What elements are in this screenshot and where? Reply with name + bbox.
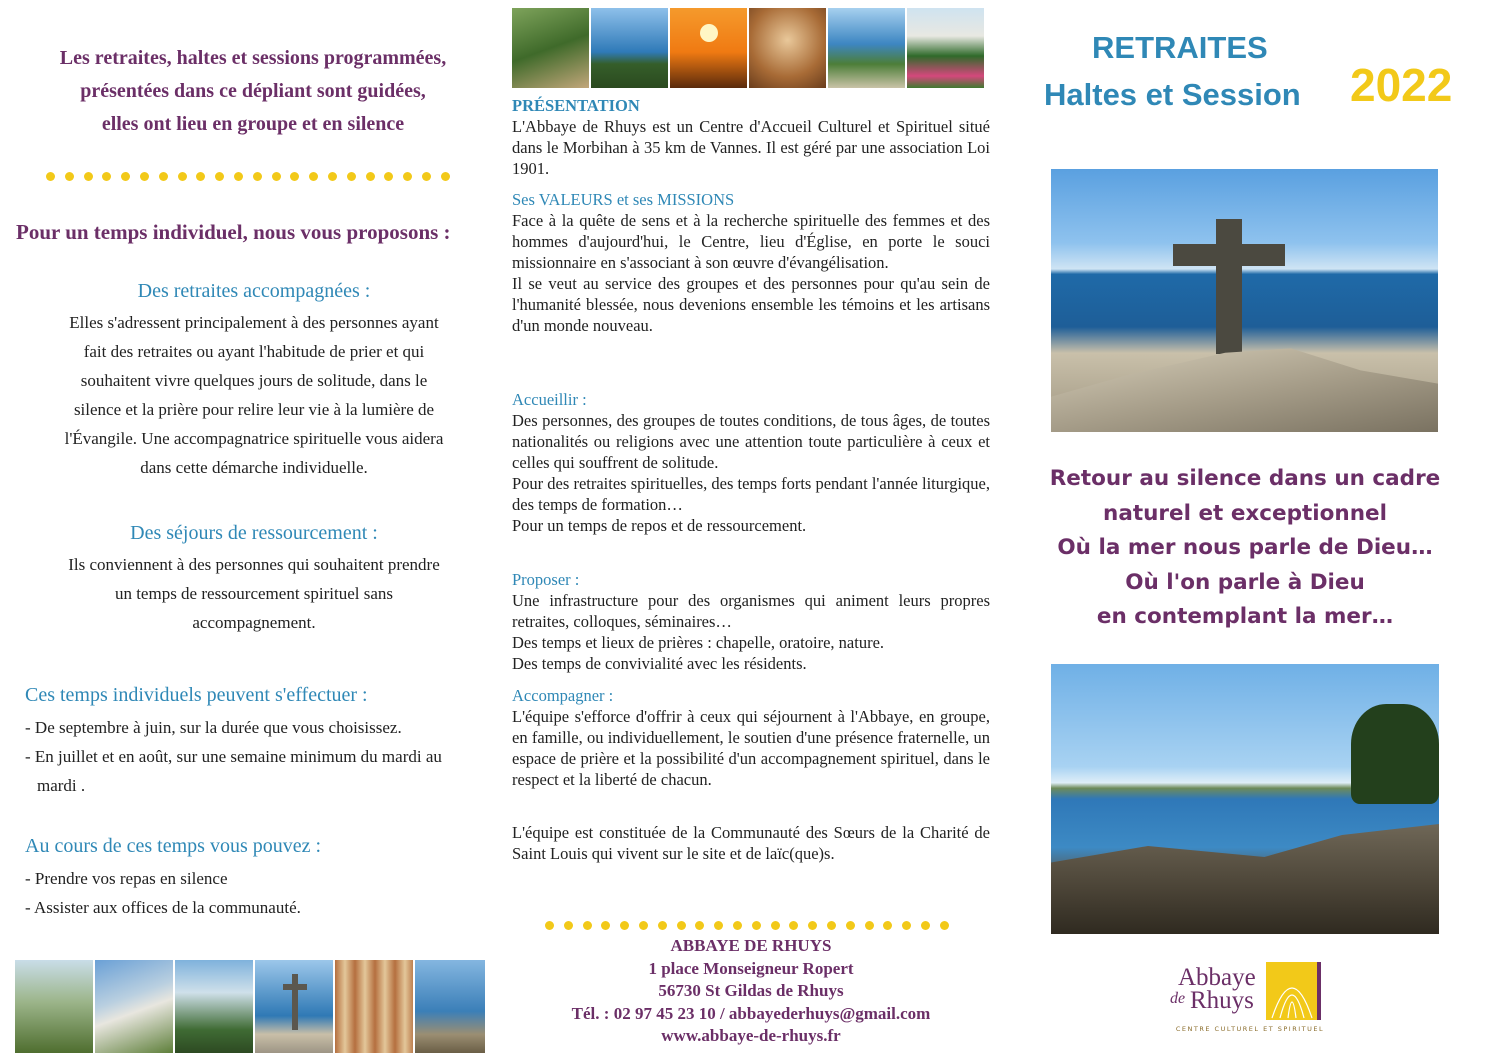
- tree-canopy: [1351, 704, 1439, 804]
- individual-heading: Pour un temps individuel, nous vous proposons :: [16, 220, 451, 244]
- equipe-text: L'équipe est constituée de la Communauté des Sœurs de la Charité de Saint Louis qui vivent sur le site et de laïc(que)s.: [512, 823, 990, 863]
- values-text: Face à la quête de sens et à la recherche spirituelle des femmes et des hommes d'aujourd'hui, le Centre, lieu d'Église, en porte le souci missionnaire en s'associant à son œuvre d'évangélisation.: [512, 211, 990, 272]
- quote-line: Retour au silence dans un cadre: [1049, 466, 1441, 491]
- city-address: 56730 St Gildas de Rhuys: [658, 981, 844, 1000]
- logo-square: [1266, 962, 1318, 1020]
- cross-photo-large: [1051, 169, 1438, 432]
- coast-photo-large: [1051, 664, 1439, 934]
- presentation-title: PRÉSENTATION: [512, 96, 640, 115]
- garden-photo: [15, 960, 93, 1053]
- text-line: dans cette démarche individuelle.: [140, 458, 368, 477]
- title-retraites: RETRAITES: [1092, 30, 1268, 65]
- when-list: [25, 713, 475, 800]
- values-section: [512, 189, 990, 336]
- logo-word-de: de: [1170, 990, 1186, 1007]
- intro-text: [14, 42, 492, 141]
- coast-path-photo: [828, 8, 905, 88]
- dot-separator-middle: [545, 921, 959, 930]
- accompanied-title: Des retraites accompagnées :: [137, 280, 371, 302]
- quote-line: Où l'on parle à Dieu: [1125, 569, 1365, 595]
- during-list: [25, 864, 475, 922]
- values-title: Ses VALEURS et ses MISSIONS: [512, 190, 735, 209]
- text-line: silence et la prière pour relire leur vie à la lumière de: [73, 400, 435, 419]
- photo-strip-top: [512, 8, 990, 88]
- website-link[interactable]: www.abbaye-de-rhuys.fr: [661, 1026, 841, 1045]
- dot-separator-left: [46, 172, 460, 181]
- photo-strip-bottom-left: [15, 960, 493, 1053]
- list-item: - En juillet et en août, sur une semaine minimum du mardi au mardi .: [25, 747, 442, 795]
- intro-line: Les retraites, haltes et sessions programmées,: [59, 47, 447, 69]
- vault-photo: [749, 8, 826, 88]
- quote-line: Où la mer nous parle de Dieu…: [1057, 535, 1433, 560]
- sea-photo: [591, 8, 668, 88]
- text-line: Elles s'adressent principalement à des personnes ayant: [69, 313, 439, 332]
- cross-photo: [255, 960, 333, 1053]
- year-label: 2022: [1350, 59, 1453, 111]
- cloister-photo: [335, 960, 413, 1053]
- text-line: accompagnement.: [192, 613, 316, 632]
- abbey-logo: [1170, 960, 1330, 1035]
- list-item: - De septembre à juin, sur la durée que vous choisissez.: [25, 718, 402, 737]
- address-block: [512, 935, 990, 1048]
- list-item: - Prendre vos repas en silence: [25, 869, 228, 888]
- rocky-shore: [1051, 824, 1439, 934]
- proposer-text: Des temps et lieux de prières : chapelle, oratoire, nature.: [512, 633, 885, 652]
- text-line: fait des retraites ou ayant l'habitude de prier et qui: [83, 342, 425, 361]
- cross-shaft: [1216, 219, 1242, 354]
- proposer-title: Proposer :: [512, 570, 580, 589]
- house-flowers-photo: [907, 8, 984, 88]
- contact-info[interactable]: Tél. : 02 97 45 23 10 / abbayederhuys@gmail.com: [571, 1003, 931, 1023]
- ressourcement-title: Des séjours de ressourcement :: [130, 522, 378, 544]
- title-haltes-session: Haltes et Session: [1044, 77, 1301, 112]
- logo-word-abbaye: Abbaye: [1178, 964, 1256, 991]
- text-line: Ils conviennent à des personnes qui souhaitent prendre: [68, 555, 440, 574]
- logo-word-rhuys: Rhuys: [1190, 987, 1254, 1014]
- ressourcement-text: [8, 550, 500, 637]
- list-item: - Assister aux offices de la communauté.: [25, 898, 301, 917]
- accompagner-text: L'équipe s'efforce d'offrir à ceux qui séjournent à l'Abbaye, en groupe, en famille, ou individuellement, le soutien d'une présence fraternelle, un espace de prière et la possibilité d'un accompagnement spirituel, dans le respect et la liberté de chacun.: [512, 707, 990, 789]
- proposer-section: [512, 569, 990, 674]
- lighthouse-photo: [175, 960, 253, 1053]
- intro-line: elles ont lieu en groupe et en silence: [101, 113, 405, 135]
- when-title: Ces temps individuels peuvent s'effectuer :: [25, 684, 368, 706]
- proposer-text: Des temps de convivialité avec les résidents.: [512, 654, 807, 673]
- garden-photo: [512, 8, 589, 88]
- accueillir-text: Pour des retraites spirituelles, des temps forts pendant l'année liturgique, des temps de formation…: [512, 474, 990, 514]
- quote-line: en contemplant la mer…: [1096, 604, 1394, 629]
- during-title: Au cours de ces temps vous pouvez :: [25, 835, 322, 857]
- quote-line: naturel et exceptionnel: [1103, 500, 1387, 526]
- accueillir-title: Accueillir :: [512, 390, 587, 409]
- sunset-photo: [670, 8, 747, 88]
- rock-outcrop: [1051, 344, 1438, 432]
- proposer-text: Une infrastructure pour des organismes qui animent leurs propres retraites, colloques, séminaires…: [512, 591, 990, 631]
- accueillir-section: [512, 389, 990, 536]
- text-line: souhaitent vivre quelques jours de solitude, dans le: [80, 371, 428, 390]
- abbey-name: ABBAYE DE RHUYS: [670, 936, 832, 955]
- intro-line: présentées dans ce dépliant sont guidées,: [80, 80, 426, 102]
- coast-photo: [415, 960, 485, 1053]
- logo-arch-icon: [1266, 962, 1318, 1020]
- accueillir-text: Pour un temps de repos et de ressourcement.: [512, 516, 807, 535]
- street-address: 1 place Monseigneur Ropert: [648, 958, 854, 978]
- text-line: un temps de ressourcement spirituel sans: [114, 584, 394, 603]
- cross-arm: [1173, 244, 1285, 266]
- presentation-section: [512, 95, 990, 179]
- logo-tagline: CENTRE CULTUREL ET SPIRITUEL: [1175, 1025, 1325, 1033]
- text-line: l'Évangile. Une accompagnatrice spirituelle vous aidera: [64, 429, 444, 448]
- accompagner-title: Accompagner :: [512, 686, 614, 705]
- building-photo: [95, 960, 173, 1053]
- accompanied-text: [8, 308, 500, 482]
- quote-block: [1040, 462, 1450, 635]
- presentation-text: L'Abbaye de Rhuys est un Centre d'Accueil Culturel et Spirituel situé dans le Morbihan à 35 km de Vannes. Il est géré par une association Loi 1901.: [512, 117, 990, 178]
- accueillir-text: Des personnes, des groupes de toutes conditions, de tous âges, de toutes nationalités ou religions avec une attention toute particulière à ceux et celles qui souffrent de solitude.: [512, 411, 990, 472]
- values-text: Il se veut au service des groupes et des personnes pour qu'au sein de l'humanité blessée, nous devenions ensemble les témoins et les artisans d'un monde nouveau.: [512, 274, 990, 335]
- equipe-section: [512, 822, 990, 864]
- accompagner-section: [512, 685, 990, 790]
